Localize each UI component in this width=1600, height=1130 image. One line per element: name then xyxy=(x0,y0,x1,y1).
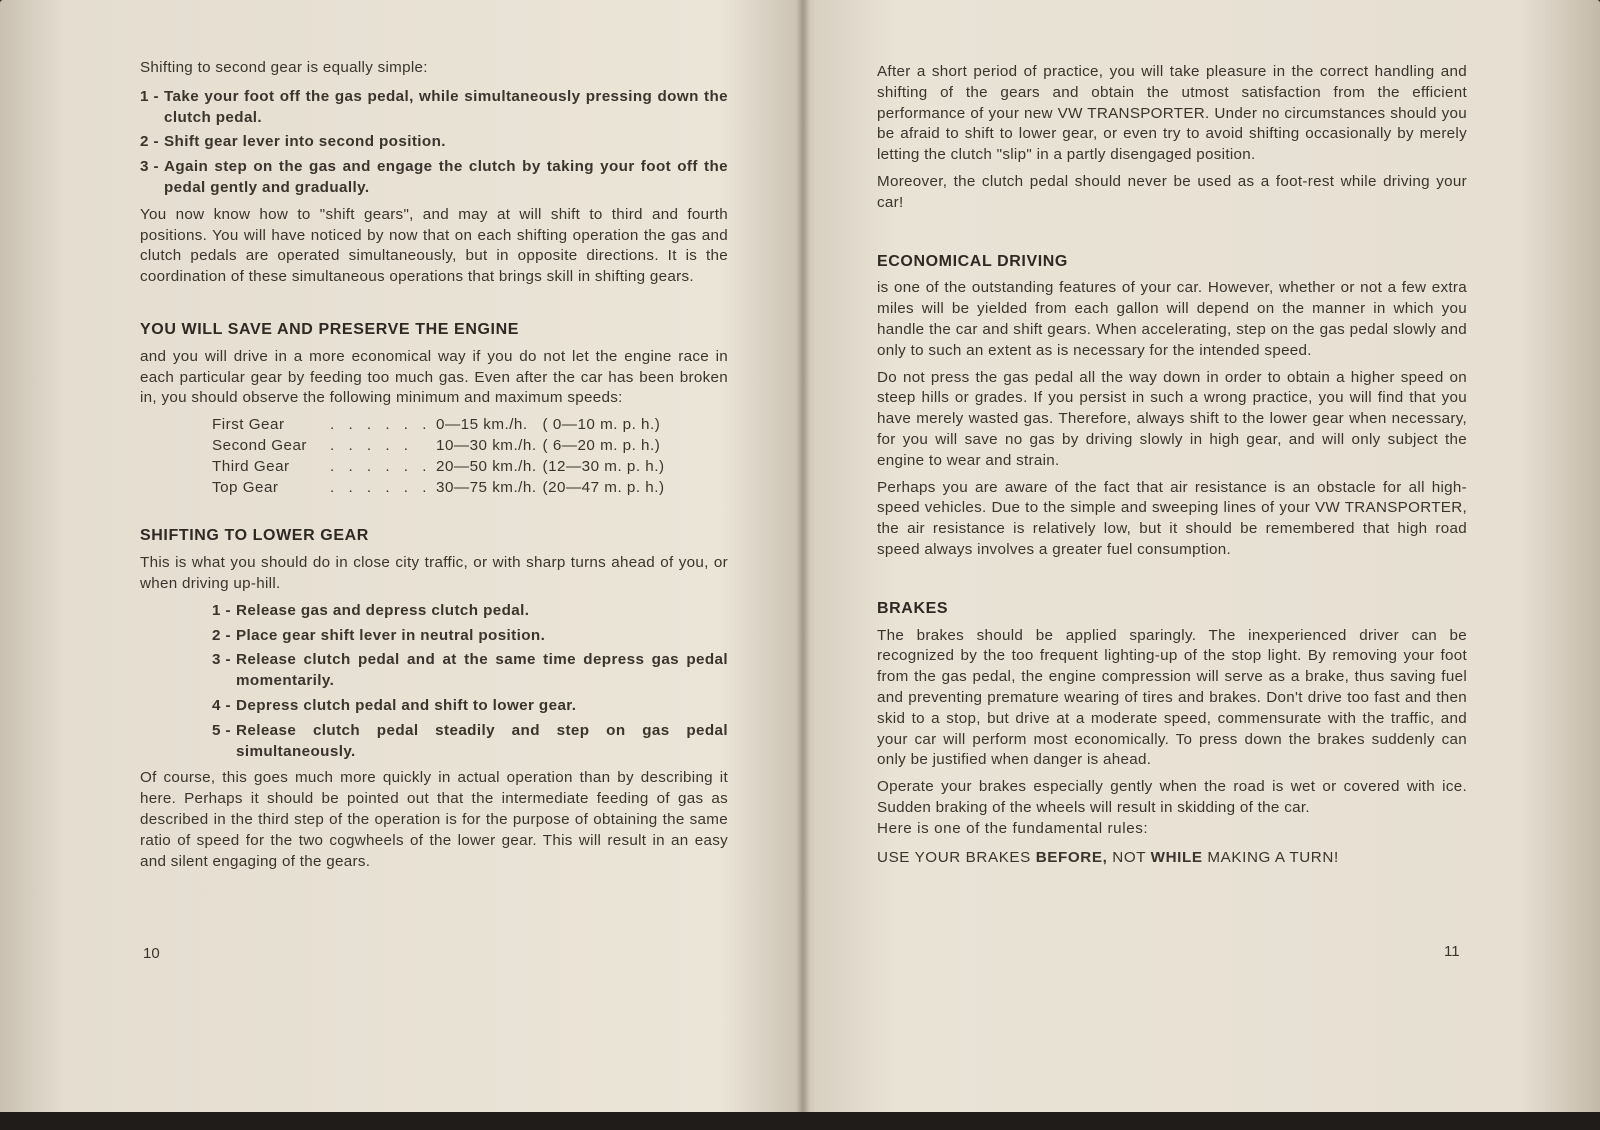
step-text: Release clutch pedal and at the same time depress gas pedal momentarily. xyxy=(236,651,728,690)
final-rule xyxy=(877,848,1467,869)
step-text: Shift gear lever into second position. xyxy=(164,133,446,151)
step-number: 5 - xyxy=(212,721,231,739)
rules-intro: Here is one of the fundamental rules: xyxy=(877,819,1149,837)
economical-paragraph: is one of the outstanding features of your car. However, whether or not a few extra miles will be yielded from each gallon will depend on the manner in which you handle the car and shift gears. When accelerating, step on the gas pedal slowly and only to such an extent as is necessary for the intended speed. xyxy=(877,279,1467,359)
gear-name: Second Gear xyxy=(212,436,307,454)
gear-name: Top Gear xyxy=(212,478,279,496)
step-text: Release gas and depress clutch pedal. xyxy=(236,601,530,619)
economical-paragraph: Perhaps you are aware of the fact that air resistance is an obstacle for all high-speed vehicles. Due to the simple and sweeping lines of your VW TRANSPORTER, the air resistance is relatively low, but it should be remembered that high road speed always involves a greater fuel consumption. xyxy=(877,478,1467,558)
table-surface xyxy=(0,1112,1600,1130)
kmh-range: 20—50 km./h. xyxy=(436,457,537,475)
right-page-content xyxy=(877,62,1467,874)
gear-name: First Gear xyxy=(212,416,285,434)
kmh-range: 10—30 km./h. xyxy=(436,436,537,454)
final-rule-part: MAKING A TURN! xyxy=(1202,848,1339,866)
footrest-paragraph: Moreover, the clutch pedal should never be used as a foot-rest while driving your car! xyxy=(877,172,1467,211)
step-item xyxy=(212,626,728,647)
closing-paragraph: Of course, this goes much more quickly in actual operation than by describing it here. Perhaps it should be pointed out that the intermediate feeding of gas as described in the third step of the operation is for the purpose of obtaining the same ratio of speed for the two cogwheels of the lower gear. This will result in an easy and silent engaging of the gears. xyxy=(140,769,728,870)
left-page-content xyxy=(140,58,728,878)
brakes-heading: BRAKES xyxy=(877,599,949,617)
lower-gear-paragraph: This is what you should do in close city traffic, or with sharp turns ahead of you, or when driving up-hill. xyxy=(140,554,728,592)
gear-name: Third Gear xyxy=(212,457,290,475)
economical-paragraph: Do not press the gas pedal all the way down in order to obtain a higher speed on steep hills or grades. If you persist in such a wrong practice, you will find that you have merely wasted gas. Therefore, always shift to the lower gear when necessary, for you will save no gas by driving slowly in high gear, and will only subject the engine to wear and strain. xyxy=(877,368,1467,469)
section-spacer xyxy=(877,220,1467,252)
final-rule-part: NOT xyxy=(1107,848,1151,866)
step-text: Place gear shift lever in neutral position. xyxy=(236,626,546,644)
step-item xyxy=(140,157,728,199)
speed-row xyxy=(212,457,665,478)
step-number: 3 - xyxy=(212,651,231,669)
second-gear-intro: Shifting to second gear is equally simple: xyxy=(140,59,428,76)
lower-gear-heading: SHIFTING TO LOWER GEAR xyxy=(140,527,369,545)
step-text: Depress clutch pedal and shift to lower gear. xyxy=(236,696,577,714)
engine-heading: YOU WILL SAVE AND PRESERVE THE ENGINE xyxy=(140,320,519,338)
mph-range: (20—47 m. p. h.) xyxy=(542,478,665,496)
step-number: 4 - xyxy=(212,696,231,714)
step-item xyxy=(212,650,728,692)
step-item xyxy=(212,696,728,717)
engine-paragraph: and you will drive in a more economical way if you do not let the engine race in each particular gear by feeding too much gas. Even after the car has been broken in, you should observe the following minimum and maximum speeds: xyxy=(140,347,728,407)
step-text: Take your foot off the gas pedal, while simultaneously pressing down the clutch pedal. xyxy=(164,87,728,126)
final-rule-part: USE YOUR BRAKES xyxy=(877,848,1036,866)
second-gear-steps xyxy=(140,87,728,199)
final-rule-emphasis: WHILE xyxy=(1150,848,1203,866)
lower-gear-steps xyxy=(212,601,728,763)
mph-range: ( 0—10 m. p. h.) xyxy=(542,416,661,434)
practice-paragraph: After a short period of practice, you will take pleasure in the correct handling and shifting of the gears and obtain the utmost satisfaction from the efficient performance of your new VW TRANSPORTER. Under no circumstances should you be afraid to shift to lower gear, or even try to avoid shifting occasionally by merely letting the clutch "slip" in a partly disengaged position. xyxy=(877,63,1467,164)
speed-row xyxy=(212,478,665,499)
right-page xyxy=(806,0,1600,1124)
final-rule-emphasis: BEFORE, xyxy=(1035,848,1108,866)
kmh-range: 30—75 km./h. xyxy=(436,478,537,496)
step-number: 1 - xyxy=(212,601,231,619)
step-number: 2 - xyxy=(212,626,231,644)
shift-gears-paragraph: You now know how to "shift gears", and may at will shift to third and fourth positions. You will have noticed by now that on each shifting operation the gas and clutch pedals are operated simultaneously, but in opposite directions. It is the coordination of these simultaneous operations that brings skill in shifting gears. xyxy=(140,205,728,286)
speed-row xyxy=(212,415,665,436)
step-text: Again step on the gas and engage the clutch by taking your foot off the pedal gently and gradually. xyxy=(164,158,728,196)
leader-dots: . . . . . . xyxy=(330,416,432,434)
step-item xyxy=(212,721,728,763)
step-item xyxy=(140,87,728,129)
kmh-range: 0—15 km./h. xyxy=(436,416,528,434)
step-number: 2 - xyxy=(140,133,159,151)
speed-row xyxy=(212,436,665,457)
section-spacer xyxy=(140,506,728,526)
step-item xyxy=(140,132,728,153)
section-spacer xyxy=(140,294,728,320)
page-number: 11 xyxy=(1444,943,1460,960)
page-number: 10 xyxy=(143,945,160,962)
leader-dots: . . . . . . xyxy=(330,478,432,496)
speed-table xyxy=(212,415,665,498)
mph-range: (12—30 m. p. h.) xyxy=(542,457,665,475)
step-number: 1 - xyxy=(140,87,159,105)
mph-range: ( 6—20 m. p. h.) xyxy=(542,436,661,454)
section-spacer xyxy=(877,567,1467,599)
brakes-paragraph: The brakes should be applied sparingly. The inexperienced driver can be recognized by the too frequent lighting-up of the stop light. By removing your foot from the gas pedal, the engine compression will serve as a brake, thus saving fuel and preventing premature wearing of tires and brakes. Don't drive too fast and then skid to a stop, but drive at a moderate speed, commensurate with the traffic, and your car will perform most economically. To press down the brakes suddenly can only be justified when danger is ahead. xyxy=(877,626,1467,769)
brakes-paragraph: Operate your brakes especially gently when the road is wet or covered with ice. Sudden braking of the wheels will result in skidding of the car. xyxy=(877,778,1467,816)
leader-dots: . . . . . . xyxy=(330,457,432,475)
economical-heading: ECONOMICAL DRIVING xyxy=(877,252,1068,270)
step-number: 3 - xyxy=(140,158,159,176)
left-page xyxy=(0,0,800,1124)
step-item xyxy=(212,601,728,622)
step-text: Release clutch pedal steadily and step on gas pedal simultaneously. xyxy=(236,721,728,760)
leader-dots: . . . . . xyxy=(330,436,413,454)
